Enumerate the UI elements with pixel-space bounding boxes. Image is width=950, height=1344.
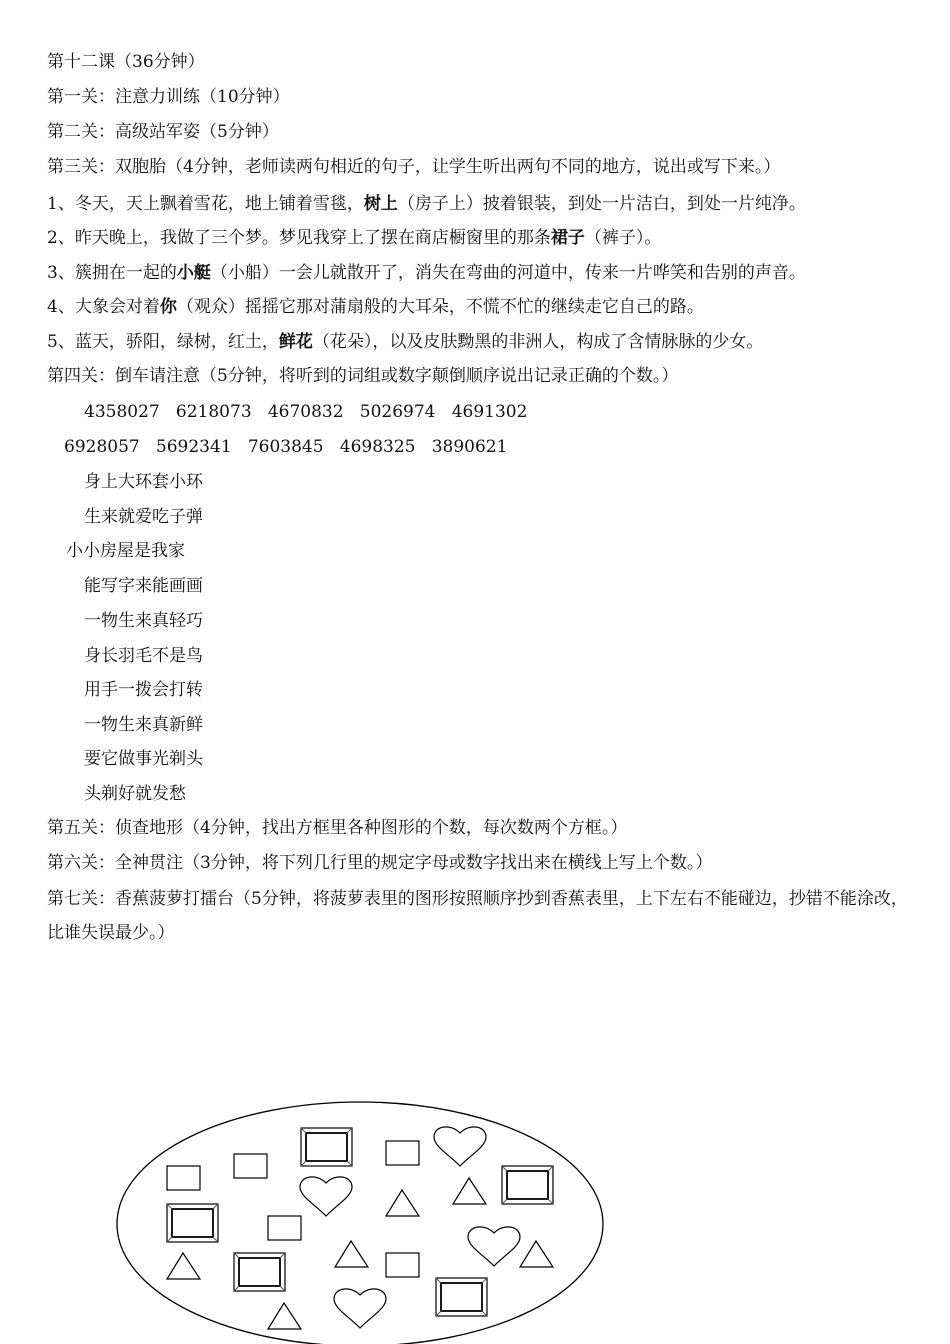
riddle-line: 生来就爱吃子弹 — [84, 507, 203, 527]
framed-rectangle-shape — [167, 1204, 218, 1242]
riddle-line: 一物生来真轻巧 — [84, 611, 203, 631]
sentence-4: 4、大象会对着你（观众）摇摇它那对蒲扇般的大耳朵，不慌不忙的继续走它自己的路。 — [47, 297, 704, 317]
stage-2: 第二关：高级站军姿（5分钟） — [47, 122, 279, 142]
stage-6: 第六关：全神贯注（3分钟，将下列几行里的规定字母或数字找出来在横线上写上个数。） — [47, 853, 713, 873]
riddle-line: 头剃好就发愁 — [84, 784, 186, 804]
rectangle-shape — [167, 1166, 200, 1190]
lesson-title: 第十二课（36分钟） — [47, 52, 205, 72]
sentence-3: 3、簇拥在一起的小艇（小船）一会儿就散开了，消失在弯曲的河道中，传来一片哗笑和告别的声音。 — [47, 263, 806, 283]
framed-rectangle-shape — [301, 1128, 352, 1166]
heart-shape — [468, 1227, 520, 1266]
sentence-1: 1、冬天，天上飘着雪花，地上铺着雪毯，树上（房子上）披着银装，到处一片洁白，到处一片纯净。 — [47, 194, 806, 214]
triangle-shape — [520, 1241, 553, 1267]
framed-rectangle-shape — [234, 1253, 285, 1291]
triangle-shape — [335, 1241, 368, 1267]
triangle-shape — [453, 1178, 486, 1204]
rectangle-shape — [386, 1141, 419, 1165]
stage-3: 第三关：双胞胎（4分钟，老师读两句相近的句子，让学生听出两句不同的地方，说出或写下来。） — [47, 157, 781, 177]
sentence-2: 2、昨天晚上，我做了三个梦。梦见我穿上了摆在商店橱窗里的那条裙子（裤子）。 — [47, 228, 662, 248]
riddle-line: 能写字来能画画 — [84, 576, 203, 596]
framed-rectangle-shape — [436, 1278, 487, 1316]
triangle-shape — [268, 1303, 301, 1329]
riddle-line: 小小房屋是我家 — [66, 541, 185, 561]
heart-shape — [300, 1177, 352, 1216]
numbers-row-1: 4358027 6218073 4670832 5026974 4691302 — [84, 402, 528, 422]
riddle-line: 一物生来真新鲜 — [84, 715, 203, 735]
rectangle-shape — [386, 1253, 419, 1277]
stage-1: 第一关：注意力训练（10分钟） — [47, 87, 290, 107]
triangle-shape — [386, 1190, 419, 1216]
triangle-shape — [167, 1253, 200, 1279]
numbers-row-2: 6928057 5692341 7603845 4698325 3890621 — [64, 437, 508, 457]
heart-shape — [434, 1127, 486, 1166]
shape-counting-figure — [110, 1096, 610, 1344]
stage-4: 第四关：倒车请注意（5分钟，将听到的词组或数字颠倒顺序说出记录正确的个数。） — [47, 366, 679, 386]
framed-rectangle-shape — [502, 1166, 553, 1204]
rectangle-shape — [268, 1216, 301, 1240]
heart-shape — [334, 1289, 386, 1328]
riddle-line: 用手一拨会打转 — [84, 680, 203, 700]
sentence-5: 5、蓝天，骄阳，绿树，红土，鲜花（花朵），以及皮肤黝黑的非洲人，构成了含情脉脉的少女。 — [47, 332, 764, 352]
riddle-line: 身上大环套小环 — [84, 472, 203, 492]
riddle-line: 要它做事光剃头 — [84, 749, 203, 769]
riddle-line: 身长羽毛不是鸟 — [84, 646, 203, 666]
rectangle-shape — [234, 1154, 267, 1178]
stage-7: 第七关：香蕉菠萝打擂台（5分钟，将菠萝表里的图形按照顺序抄到香蕉表里，上下左右不能碰边，抄错不能涂改，比谁失误最少。） — [47, 889, 908, 943]
stage-5: 第五关：侦查地形（4分钟，找出方框里各种图形的个数，每次数两个方框。） — [47, 818, 628, 838]
